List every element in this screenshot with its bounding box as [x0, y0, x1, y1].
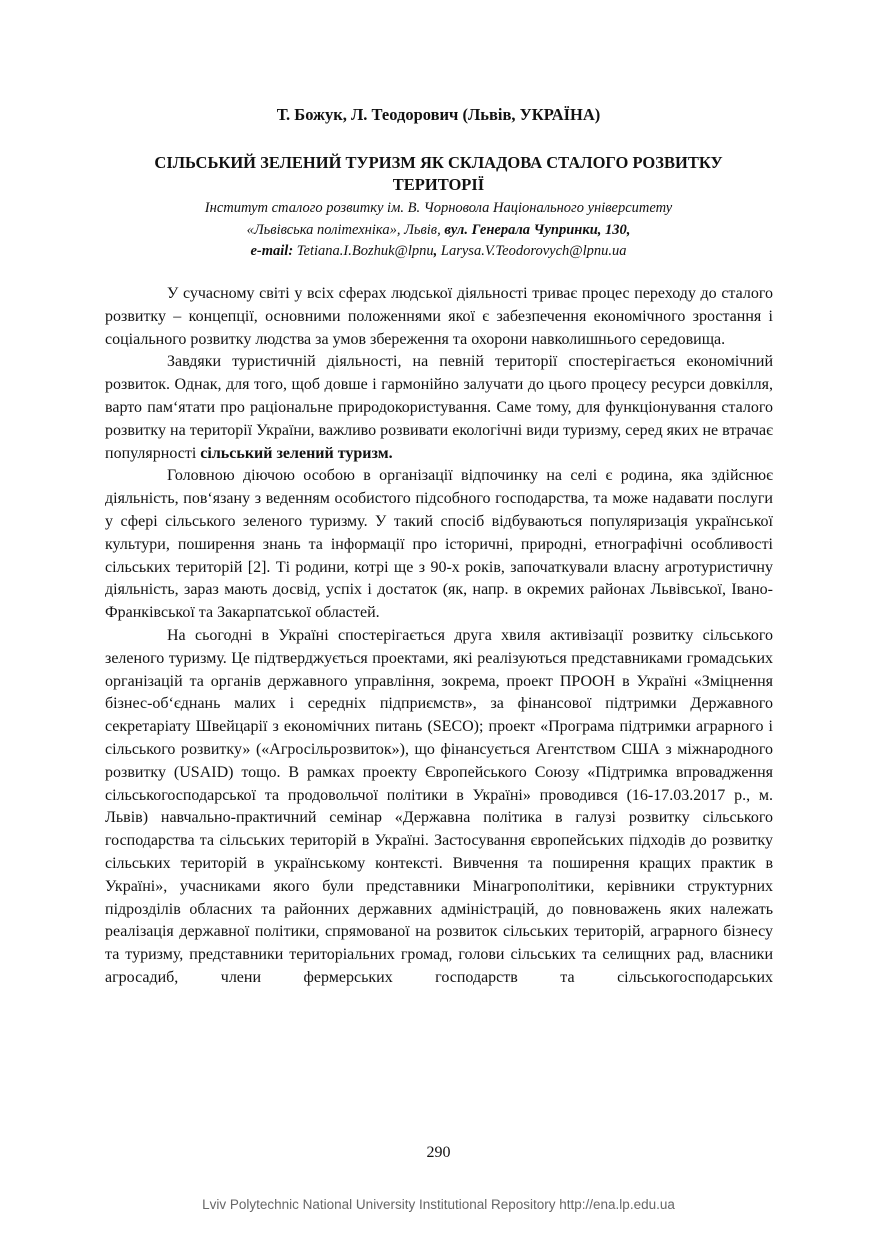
affiliation-line-1: Інститут сталого розвитку ім. В. Чорновола Національного університету [204, 200, 673, 216]
title-line-1: СІЛЬСЬКИЙ ЗЕЛЕНИЙ ТУРИЗМ ЯК СКЛАДОВА СТАЛОГО РОЗВИТКУ [154, 153, 723, 172]
paragraph-2 [105, 351, 773, 465]
affiliation-institution: «Львівська політехніка», Львів, [246, 221, 445, 238]
affiliation [100, 198, 777, 263]
email-label: e-mail: [250, 243, 294, 259]
title-line-2: ТЕРИТОРІЇ [392, 175, 485, 194]
repository-footer: Lviv Polytechnic National University Institutional Repository http://ena.lp.edu.ua [202, 1197, 675, 1212]
email-separator: , [433, 243, 441, 259]
affiliation-address: вул. Генерала Чупринки, 130, [444, 221, 631, 238]
page-number: 290 [426, 1144, 451, 1161]
paragraph-1: У сучасному світі у всіх сферах людської діяльності триває процес переходу до сталого розвитку – концепції, основними положеннями якої є забезпечення економічного зростання і соціального розвитку людства за умов збереження та охорони навколишнього середовища. [105, 285, 773, 348]
paragraph-3: Головною діючою особою в організації відпочинку на селі є родина, яка здійснює діяльність, пов‘язану з веденням особистого підсобного господарства, та може надавати послуги у сфері сільського зеленого туризму. У такий спосіб відбуваються популяризація української культури, поширення знань та інформації про історичні, природні, етнографічні особливості сільських територій [2]. Ті родини, котрі ще з 90-х років, започаткували власну агротуристичну діяльність, зараз мають досвід, успіх і достаток (як, напр. в окремих районах Львівської, Івано-Франківської та Закарпатської областей. [105, 467, 773, 622]
paper-title [120, 152, 757, 196]
email-link-1[interactable]: Tetiana.I.Bozhuk@lpnu [296, 243, 434, 259]
authors-line: Т. Божук, Л. Теодорович (Львів, УКРАЇНА) [276, 105, 601, 124]
body-text [105, 283, 773, 990]
email-line [100, 241, 777, 263]
paragraph-2-bold-term: сільський зелений туризм. [200, 444, 393, 462]
email-link-2[interactable]: Larysa.V.Teodorovych@lpnu.ua [440, 243, 627, 259]
affiliation-line-2 [100, 220, 777, 242]
paragraph-2-text: Завдяки туристичній діяльності, на певній території спостерігається економічний розвиток. Однак, для того, щоб довше і гармонійно залучати до цього процесу ресурси довкілля, варто пам‘ятати про раціональне природокористування. Саме тому, для функціонування сталого розвитку на території України, важливо розвивати екологічні види туризму, серед яких не втрачає популярності [105, 353, 773, 462]
paragraph-4: На сьогодні в Україні спостерігається друга хвиля активізації розвитку сільського зеленого туризму. Це підтверджується проектами, які реалізуються представниками громадських організацій та органів державного управління, зокрема, проект ПРООН в Україні «Зміцнення бізнес-об‘єднань малих і середніх підприємств», за фінансової підтримки Державного секретаріату Швейцарії з економічних питань (SECO); проект «Програма підтримки аграрного і сільського розвитку» («Агросільрозвиток»), що фінансується Агентством США з міжнародного розвитку (USAID) тощо. В рамках проекту Європейського Союзу «Підтримка впровадження сільськогосподарської та продовольчої політики в Україні» проводився (16-17.03.2017 р., м. Львів) навчально-практичний семінар «Державна політика в галузі розвитку сільського господарства та сільських територій в Україні. Застосування європейських підходів до розвитку сільських територій в українському контексті. Вивчення та поширення кращих практик в Україні», учасниками якого були представники Мінагрополітики, керівники структурних підрозділів обласних та районних державних адміністрацій, до повноважень яких належать реалізація державної політики, спрямованої на розвиток сільських територій, аграрного бізнесу та туризму, представники територіальних громад, голови сільських та селищних рад, власники агросадиб, члени фермерських господарств та сільськогосподарських [105, 626, 773, 986]
